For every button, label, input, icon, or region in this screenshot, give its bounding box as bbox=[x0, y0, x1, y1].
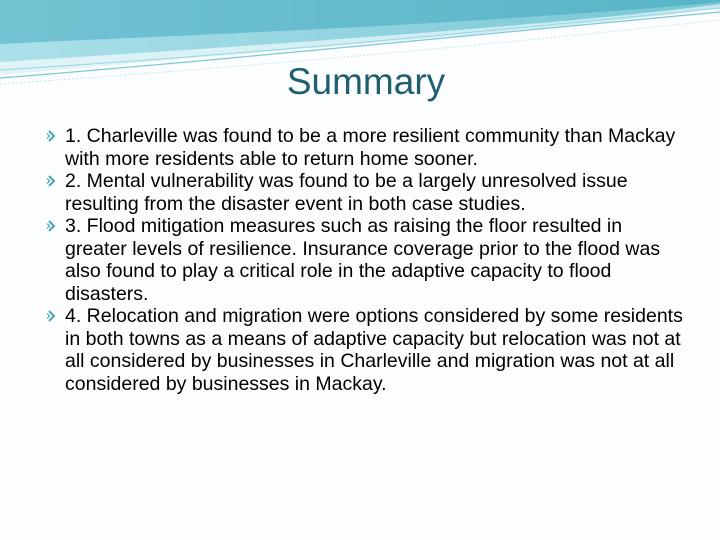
arrow-bullet-icon bbox=[45, 125, 63, 147]
list-item bbox=[46, 170, 686, 215]
list-item bbox=[46, 125, 686, 170]
list-item-text: 1. Charleville was found to be a more resilient community than Mackay with more residents able to return home sooner. bbox=[65, 125, 676, 170]
slide-title: Summary bbox=[286, 61, 446, 102]
list-item-text: 3. Flood mitigation measures such as raising the floor resulted in greater levels of resilience. Insurance coverage prior to the flood was also found to play a critical role in the adaptive capacity to flood disasters. bbox=[65, 215, 661, 305]
list-item bbox=[46, 215, 686, 305]
list-item bbox=[46, 305, 686, 395]
list-item-text: 4. Relocation and migration were options considered by some residents in both towns as a means of adaptive capacity but relocation was not at all considered by businesses in Charleville and migration was not at all considered by businesses in Mackay. bbox=[65, 305, 683, 395]
summary-list bbox=[46, 125, 686, 395]
arrow-bullet-icon bbox=[45, 215, 63, 237]
arrow-bullet-icon bbox=[45, 305, 63, 327]
arrow-bullet-icon bbox=[45, 170, 63, 192]
list-item-text: 2. Mental vulnerability was found to be a largely unresolved issue resulting from the disaster event in both case studies. bbox=[65, 170, 628, 215]
